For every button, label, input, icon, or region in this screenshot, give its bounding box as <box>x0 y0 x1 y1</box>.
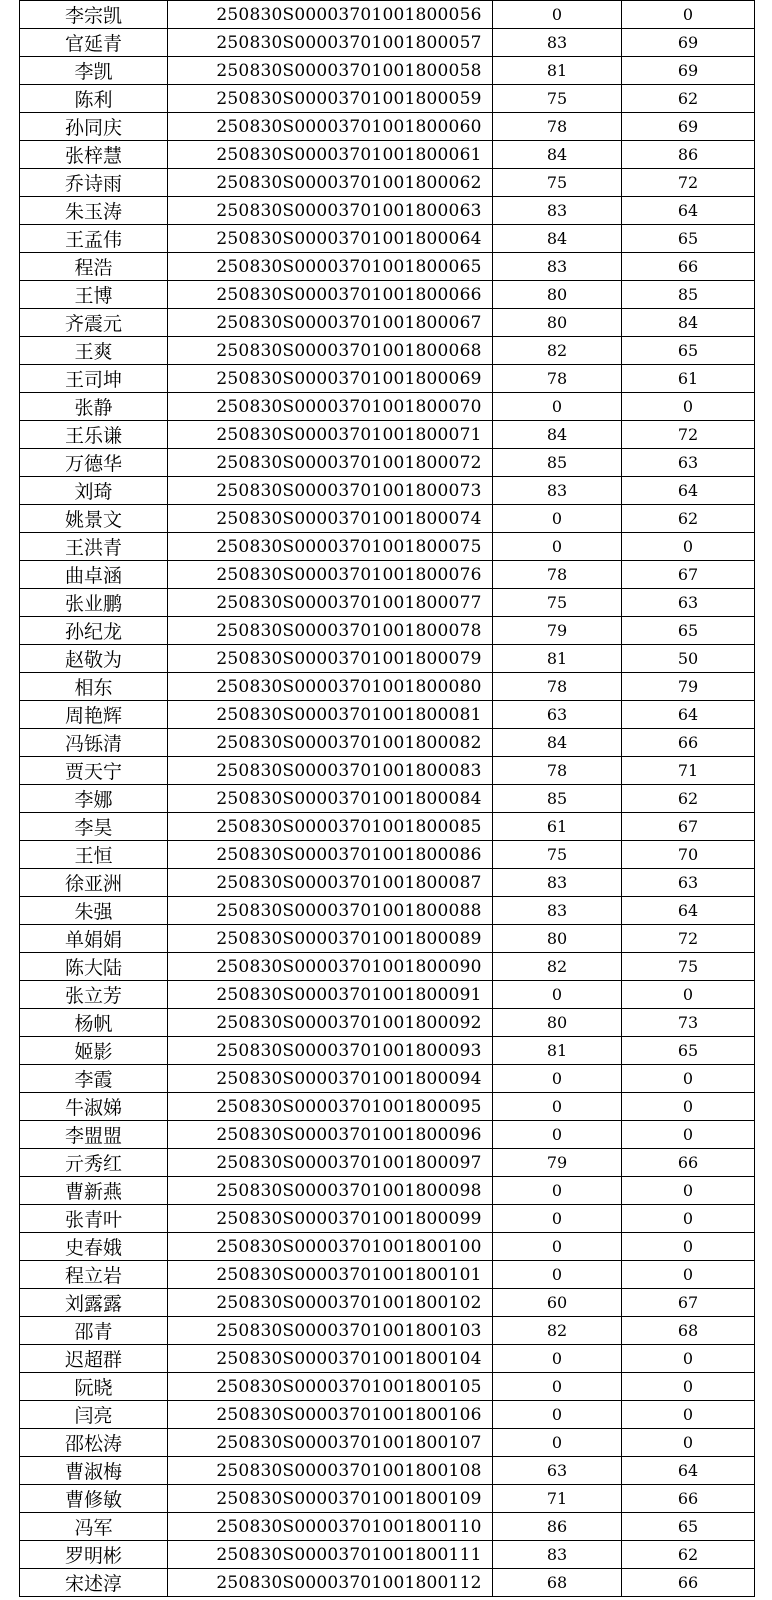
score-2-cell: 0 <box>622 1121 755 1149</box>
exam-id-cell: 250830S00003701001800059 <box>168 85 493 113</box>
name-cell: 王孟伟 <box>20 225 168 253</box>
score-2-cell: 0 <box>622 1177 755 1205</box>
score-2-cell: 65 <box>622 1513 755 1541</box>
score-1-cell: 86 <box>493 1513 622 1541</box>
table-row <box>20 477 755 505</box>
score-2-cell: 68 <box>622 1317 755 1345</box>
score-1-cell: 84 <box>493 729 622 757</box>
exam-id-cell: 250830S00003701001800111 <box>168 1541 493 1569</box>
score-1-cell: 78 <box>493 757 622 785</box>
exam-id-cell: 250830S00003701001800062 <box>168 169 493 197</box>
name-cell: 王司坤 <box>20 365 168 393</box>
score-1-cell: 82 <box>493 1317 622 1345</box>
score-1-cell: 78 <box>493 561 622 589</box>
exam-id-cell: 250830S00003701001800100 <box>168 1233 493 1261</box>
exam-id-cell: 250830S00003701001800082 <box>168 729 493 757</box>
table-row <box>20 1457 755 1485</box>
score-table-body <box>20 1 755 1597</box>
score-2-cell: 64 <box>622 197 755 225</box>
name-cell: 杨帆 <box>20 1009 168 1037</box>
exam-id-cell: 250830S00003701001800075 <box>168 533 493 561</box>
exam-id-cell: 250830S00003701001800095 <box>168 1093 493 1121</box>
exam-id-cell: 250830S00003701001800091 <box>168 981 493 1009</box>
exam-id-cell: 250830S00003701001800083 <box>168 757 493 785</box>
score-2-cell: 0 <box>622 1065 755 1093</box>
name-cell: 冯军 <box>20 1513 168 1541</box>
name-cell: 徐亚洲 <box>20 869 168 897</box>
score-2-cell: 0 <box>622 533 755 561</box>
score-2-cell: 66 <box>622 1569 755 1597</box>
exam-id-cell: 250830S00003701001800105 <box>168 1373 493 1401</box>
score-1-cell: 75 <box>493 169 622 197</box>
score-2-cell: 0 <box>622 1429 755 1457</box>
name-cell: 罗明彬 <box>20 1541 168 1569</box>
name-cell: 张青叶 <box>20 1205 168 1233</box>
exam-id-cell: 250830S00003701001800058 <box>168 57 493 85</box>
score-2-cell: 86 <box>622 141 755 169</box>
exam-id-cell: 250830S00003701001800079 <box>168 645 493 673</box>
exam-id-cell: 250830S00003701001800096 <box>168 1121 493 1149</box>
table-row <box>20 673 755 701</box>
score-1-cell: 83 <box>493 869 622 897</box>
name-cell: 宋述淳 <box>20 1569 168 1597</box>
name-cell: 姬影 <box>20 1037 168 1065</box>
exam-id-cell: 250830S00003701001800063 <box>168 197 493 225</box>
table-row <box>20 561 755 589</box>
name-cell: 程浩 <box>20 253 168 281</box>
score-2-cell: 0 <box>622 1373 755 1401</box>
score-1-cell: 80 <box>493 1009 622 1037</box>
score-2-cell: 63 <box>622 589 755 617</box>
exam-id-cell: 250830S00003701001800089 <box>168 925 493 953</box>
score-1-cell: 0 <box>493 1121 622 1149</box>
score-2-cell: 65 <box>622 1037 755 1065</box>
name-cell: 张立芳 <box>20 981 168 1009</box>
score-2-cell: 50 <box>622 645 755 673</box>
table-row <box>20 729 755 757</box>
score-2-cell: 75 <box>622 953 755 981</box>
exam-id-cell: 250830S00003701001800074 <box>168 505 493 533</box>
exam-id-cell: 250830S00003701001800072 <box>168 449 493 477</box>
score-2-cell: 72 <box>622 925 755 953</box>
score-2-cell: 62 <box>622 785 755 813</box>
exam-id-cell: 250830S00003701001800084 <box>168 785 493 813</box>
score-2-cell: 79 <box>622 673 755 701</box>
name-cell: 孙同庆 <box>20 113 168 141</box>
exam-id-cell: 250830S00003701001800086 <box>168 841 493 869</box>
table-row <box>20 1569 755 1597</box>
score-1-cell: 68 <box>493 1569 622 1597</box>
score-2-cell: 66 <box>622 1485 755 1513</box>
score-2-cell: 67 <box>622 561 755 589</box>
score-2-cell: 64 <box>622 477 755 505</box>
score-1-cell: 84 <box>493 225 622 253</box>
name-cell: 李盟盟 <box>20 1121 168 1149</box>
name-cell: 刘露露 <box>20 1289 168 1317</box>
exam-id-cell: 250830S00003701001800068 <box>168 337 493 365</box>
name-cell: 姚景文 <box>20 505 168 533</box>
score-2-cell: 70 <box>622 841 755 869</box>
table-row <box>20 253 755 281</box>
score-1-cell: 0 <box>493 981 622 1009</box>
score-1-cell: 0 <box>493 1429 622 1457</box>
score-2-cell: 72 <box>622 169 755 197</box>
name-cell: 乔诗雨 <box>20 169 168 197</box>
score-2-cell: 0 <box>622 1 755 29</box>
table-row <box>20 1 755 29</box>
score-1-cell: 85 <box>493 785 622 813</box>
score-2-cell: 0 <box>622 981 755 1009</box>
exam-id-cell: 250830S00003701001800073 <box>168 477 493 505</box>
table-row <box>20 141 755 169</box>
name-cell: 邵松涛 <box>20 1429 168 1457</box>
score-1-cell: 81 <box>493 1037 622 1065</box>
name-cell: 单娟娟 <box>20 925 168 953</box>
exam-id-cell: 250830S00003701001800057 <box>168 29 493 57</box>
score-2-cell: 85 <box>622 281 755 309</box>
exam-id-cell: 250830S00003701001800088 <box>168 897 493 925</box>
score-1-cell: 82 <box>493 337 622 365</box>
table-row <box>20 533 755 561</box>
score-1-cell: 71 <box>493 1485 622 1513</box>
score-2-cell: 67 <box>622 1289 755 1317</box>
score-2-cell: 64 <box>622 1457 755 1485</box>
score-1-cell: 78 <box>493 113 622 141</box>
exam-id-cell: 250830S00003701001800094 <box>168 1065 493 1093</box>
name-cell: 刘琦 <box>20 477 168 505</box>
name-cell: 王乐谦 <box>20 421 168 449</box>
score-1-cell: 85 <box>493 449 622 477</box>
score-2-cell: 64 <box>622 897 755 925</box>
score-1-cell: 79 <box>493 617 622 645</box>
exam-id-cell: 250830S00003701001800087 <box>168 869 493 897</box>
table-row <box>20 869 755 897</box>
table-row <box>20 1233 755 1261</box>
table-row <box>20 785 755 813</box>
table-row <box>20 1177 755 1205</box>
name-cell: 张业鹏 <box>20 589 168 617</box>
exam-id-cell: 250830S00003701001800110 <box>168 1513 493 1541</box>
exam-id-cell: 250830S00003701001800067 <box>168 309 493 337</box>
name-cell: 曹修敏 <box>20 1485 168 1513</box>
exam-id-cell: 250830S00003701001800107 <box>168 1429 493 1457</box>
name-cell: 贾天宁 <box>20 757 168 785</box>
score-1-cell: 0 <box>493 1177 622 1205</box>
table-row <box>20 1121 755 1149</box>
name-cell: 李霞 <box>20 1065 168 1093</box>
name-cell: 陈大陆 <box>20 953 168 981</box>
table-row <box>20 337 755 365</box>
score-1-cell: 83 <box>493 253 622 281</box>
table-row <box>20 29 755 57</box>
table-row <box>20 1429 755 1457</box>
name-cell: 朱强 <box>20 897 168 925</box>
table-row <box>20 1009 755 1037</box>
exam-id-cell: 250830S00003701001800078 <box>168 617 493 645</box>
table-row <box>20 85 755 113</box>
score-2-cell: 0 <box>622 1093 755 1121</box>
table-row <box>20 757 755 785</box>
exam-id-cell: 250830S00003701001800106 <box>168 1401 493 1429</box>
exam-id-cell: 250830S00003701001800070 <box>168 393 493 421</box>
score-1-cell: 82 <box>493 953 622 981</box>
score-1-cell: 0 <box>493 1261 622 1289</box>
exam-id-cell: 250830S00003701001800064 <box>168 225 493 253</box>
table-row <box>20 925 755 953</box>
exam-id-cell: 250830S00003701001800102 <box>168 1289 493 1317</box>
score-2-cell: 73 <box>622 1009 755 1037</box>
score-1-cell: 0 <box>493 1205 622 1233</box>
table-row <box>20 953 755 981</box>
exam-id-cell: 250830S00003701001800109 <box>168 1485 493 1513</box>
score-2-cell: 0 <box>622 1233 755 1261</box>
score-2-cell: 71 <box>622 757 755 785</box>
table-row <box>20 1037 755 1065</box>
name-cell: 周艳辉 <box>20 701 168 729</box>
score-1-cell: 78 <box>493 673 622 701</box>
name-cell: 齐震元 <box>20 309 168 337</box>
table-row <box>20 1289 755 1317</box>
score-2-cell: 66 <box>622 1149 755 1177</box>
score-2-cell: 64 <box>622 701 755 729</box>
table-row <box>20 365 755 393</box>
exam-id-cell: 250830S00003701001800077 <box>168 589 493 617</box>
table-row <box>20 1373 755 1401</box>
table-row <box>20 1401 755 1429</box>
exam-id-cell: 250830S00003701001800098 <box>168 1177 493 1205</box>
name-cell: 赵敬为 <box>20 645 168 673</box>
score-2-cell: 69 <box>622 29 755 57</box>
exam-id-cell: 250830S00003701001800099 <box>168 1205 493 1233</box>
score-2-cell: 84 <box>622 309 755 337</box>
score-1-cell: 83 <box>493 897 622 925</box>
score-1-cell: 75 <box>493 589 622 617</box>
score-2-cell: 65 <box>622 225 755 253</box>
name-cell: 李宗凯 <box>20 1 168 29</box>
score-1-cell: 60 <box>493 1289 622 1317</box>
score-2-cell: 65 <box>622 337 755 365</box>
name-cell: 王爽 <box>20 337 168 365</box>
table-row <box>20 617 755 645</box>
table-row <box>20 113 755 141</box>
score-1-cell: 75 <box>493 85 622 113</box>
table-row <box>20 1485 755 1513</box>
score-1-cell: 78 <box>493 365 622 393</box>
table-row <box>20 645 755 673</box>
exam-id-cell: 250830S00003701001800069 <box>168 365 493 393</box>
table-row <box>20 1205 755 1233</box>
exam-id-cell: 250830S00003701001800080 <box>168 673 493 701</box>
name-cell: 官延青 <box>20 29 168 57</box>
score-2-cell: 63 <box>622 449 755 477</box>
score-1-cell: 84 <box>493 421 622 449</box>
score-1-cell: 0 <box>493 1233 622 1261</box>
score-1-cell: 83 <box>493 477 622 505</box>
score-1-cell: 81 <box>493 645 622 673</box>
name-cell: 王恒 <box>20 841 168 869</box>
score-2-cell: 0 <box>622 1401 755 1429</box>
name-cell: 曹新燕 <box>20 1177 168 1205</box>
table-row <box>20 981 755 1009</box>
name-cell: 陈利 <box>20 85 168 113</box>
table-row <box>20 897 755 925</box>
table-row <box>20 589 755 617</box>
score-2-cell: 0 <box>622 1205 755 1233</box>
score-1-cell: 0 <box>493 1 622 29</box>
table-row <box>20 281 755 309</box>
table-row <box>20 841 755 869</box>
exam-id-cell: 250830S00003701001800066 <box>168 281 493 309</box>
exam-id-cell: 250830S00003701001800108 <box>168 1457 493 1485</box>
score-2-cell: 0 <box>622 1261 755 1289</box>
table-row <box>20 505 755 533</box>
name-cell: 亓秀红 <box>20 1149 168 1177</box>
table-row <box>20 449 755 477</box>
table-row <box>20 225 755 253</box>
score-1-cell: 80 <box>493 309 622 337</box>
name-cell: 张梓慧 <box>20 141 168 169</box>
name-cell: 朱玉涛 <box>20 197 168 225</box>
exam-id-cell: 250830S00003701001800061 <box>168 141 493 169</box>
score-1-cell: 0 <box>493 533 622 561</box>
table-row <box>20 1317 755 1345</box>
score-2-cell: 69 <box>622 57 755 85</box>
score-1-cell: 0 <box>493 393 622 421</box>
name-cell: 李凯 <box>20 57 168 85</box>
name-cell: 史春娥 <box>20 1233 168 1261</box>
name-cell: 王博 <box>20 281 168 309</box>
name-cell: 相东 <box>20 673 168 701</box>
name-cell: 张静 <box>20 393 168 421</box>
table-row <box>20 197 755 225</box>
table-row <box>20 1345 755 1373</box>
table-row <box>20 57 755 85</box>
score-2-cell: 66 <box>622 253 755 281</box>
name-cell: 闫亮 <box>20 1401 168 1429</box>
score-1-cell: 83 <box>493 29 622 57</box>
table-row <box>20 1065 755 1093</box>
exam-id-cell: 250830S00003701001800093 <box>168 1037 493 1065</box>
score-1-cell: 0 <box>493 1065 622 1093</box>
score-2-cell: 69 <box>622 113 755 141</box>
name-cell: 王洪青 <box>20 533 168 561</box>
score-2-cell: 62 <box>622 1541 755 1569</box>
table-row <box>20 1261 755 1289</box>
score-2-cell: 66 <box>622 729 755 757</box>
table-row <box>20 309 755 337</box>
score-1-cell: 83 <box>493 197 622 225</box>
table-row <box>20 701 755 729</box>
table-row <box>20 169 755 197</box>
score-2-cell: 65 <box>622 617 755 645</box>
name-cell: 李娜 <box>20 785 168 813</box>
exam-id-cell: 250830S00003701001800065 <box>168 253 493 281</box>
name-cell: 牛淑娣 <box>20 1093 168 1121</box>
table-row <box>20 813 755 841</box>
score-1-cell: 63 <box>493 1457 622 1485</box>
name-cell: 曲卓涵 <box>20 561 168 589</box>
score-1-cell: 0 <box>493 1401 622 1429</box>
score-table <box>19 0 755 1597</box>
exam-id-cell: 250830S00003701001800056 <box>168 1 493 29</box>
name-cell: 万德华 <box>20 449 168 477</box>
score-1-cell: 63 <box>493 701 622 729</box>
score-1-cell: 0 <box>493 505 622 533</box>
exam-id-cell: 250830S00003701001800101 <box>168 1261 493 1289</box>
score-1-cell: 75 <box>493 841 622 869</box>
score-1-cell: 79 <box>493 1149 622 1177</box>
score-2-cell: 67 <box>622 813 755 841</box>
name-cell: 曹淑梅 <box>20 1457 168 1485</box>
name-cell: 阮晓 <box>20 1373 168 1401</box>
score-2-cell: 63 <box>622 869 755 897</box>
score-1-cell: 0 <box>493 1373 622 1401</box>
score-2-cell: 0 <box>622 393 755 421</box>
exam-id-cell: 250830S00003701001800112 <box>168 1569 493 1597</box>
exam-id-cell: 250830S00003701001800076 <box>168 561 493 589</box>
score-1-cell: 81 <box>493 57 622 85</box>
table-row <box>20 1149 755 1177</box>
name-cell: 邵青 <box>20 1317 168 1345</box>
score-1-cell: 80 <box>493 281 622 309</box>
exam-id-cell: 250830S00003701001800081 <box>168 701 493 729</box>
exam-id-cell: 250830S00003701001800071 <box>168 421 493 449</box>
score-1-cell: 83 <box>493 1541 622 1569</box>
name-cell: 迟超群 <box>20 1345 168 1373</box>
table-row <box>20 1093 755 1121</box>
exam-id-cell: 250830S00003701001800085 <box>168 813 493 841</box>
exam-id-cell: 250830S00003701001800092 <box>168 1009 493 1037</box>
score-1-cell: 0 <box>493 1093 622 1121</box>
table-row <box>20 393 755 421</box>
name-cell: 李昊 <box>20 813 168 841</box>
exam-id-cell: 250830S00003701001800104 <box>168 1345 493 1373</box>
score-2-cell: 62 <box>622 85 755 113</box>
score-2-cell: 72 <box>622 421 755 449</box>
table-row <box>20 1541 755 1569</box>
name-cell: 孙纪龙 <box>20 617 168 645</box>
exam-id-cell: 250830S00003701001800103 <box>168 1317 493 1345</box>
name-cell: 冯铄清 <box>20 729 168 757</box>
exam-id-cell: 250830S00003701001800097 <box>168 1149 493 1177</box>
table-row <box>20 1513 755 1541</box>
score-1-cell: 61 <box>493 813 622 841</box>
exam-id-cell: 250830S00003701001800060 <box>168 113 493 141</box>
table-row <box>20 421 755 449</box>
score-2-cell: 62 <box>622 505 755 533</box>
score-2-cell: 0 <box>622 1345 755 1373</box>
score-1-cell: 84 <box>493 141 622 169</box>
exam-id-cell: 250830S00003701001800090 <box>168 953 493 981</box>
score-2-cell: 61 <box>622 365 755 393</box>
name-cell: 程立岩 <box>20 1261 168 1289</box>
score-1-cell: 0 <box>493 1345 622 1373</box>
score-1-cell: 80 <box>493 925 622 953</box>
